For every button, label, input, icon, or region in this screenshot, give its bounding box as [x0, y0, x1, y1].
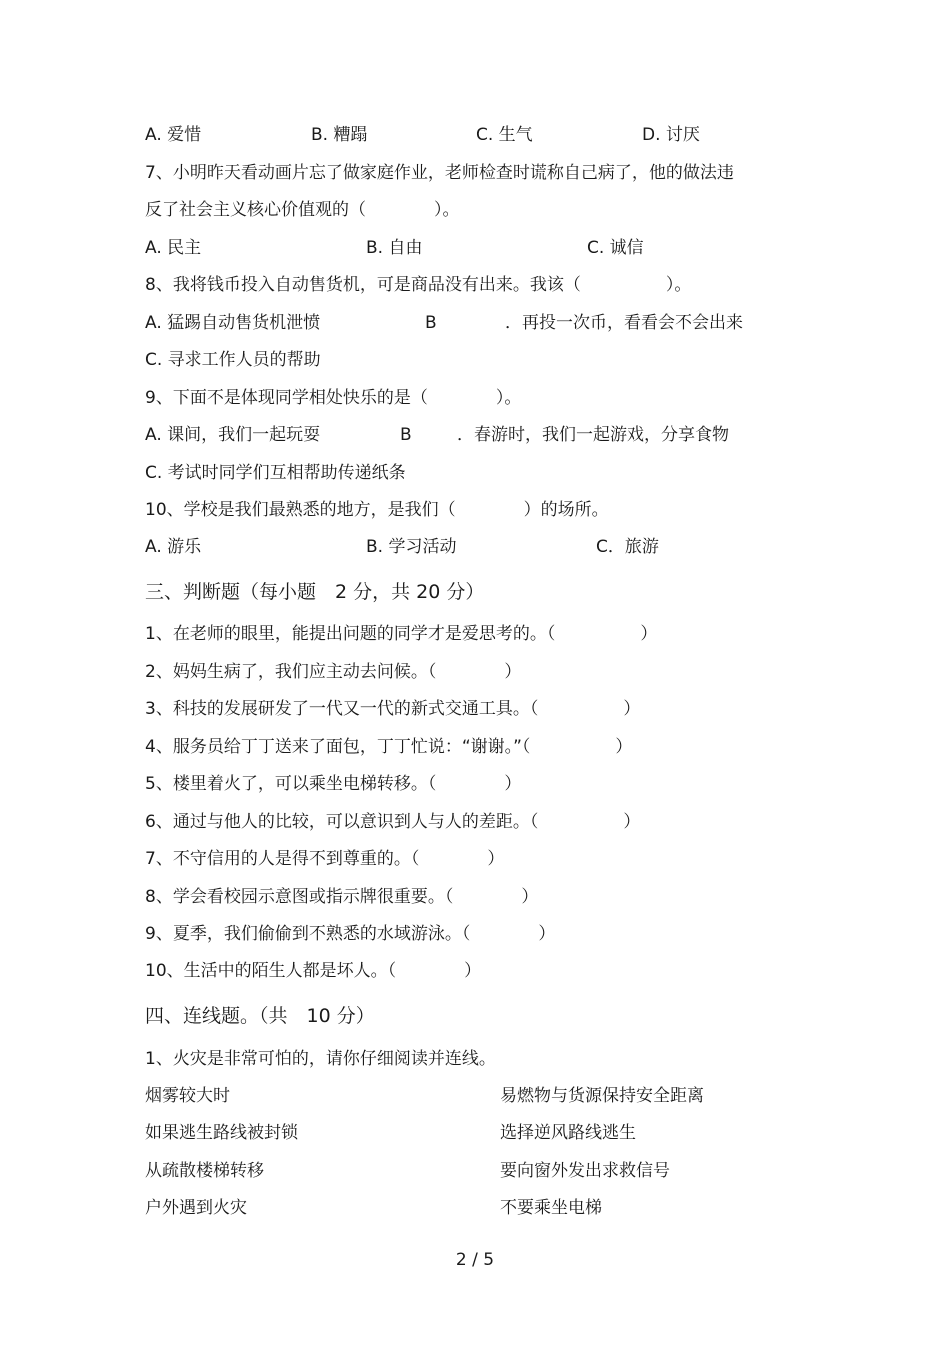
page-number: 2 / 5 [455, 1250, 495, 1270]
judge-item-8: 8、学会看校园示意图或指示牌很重要。（ ） [145, 887, 539, 907]
q7-stem-line1: 7、小明昨天看动画片忘了做家庭作业，老师检查时谎称自己病了，他的做法违 [145, 163, 734, 183]
q8-option-a: A. 猛踢自动售货机泄愤 [145, 313, 321, 333]
match-left-2: 如果逃生路线被封锁 [145, 1123, 298, 1143]
q10-option-c: C．旅游 [596, 537, 659, 557]
judge-item-1: 1、在老师的眼里，能提出问题的同学才是爱思考的。（ ） [145, 624, 658, 644]
judge-item-10: 10、生活中的陌生人都是坏人。（ ） [145, 961, 482, 981]
q10-option-a: A. 游乐 [145, 537, 202, 557]
q9-option-b-text: ．春游时，我们一起游戏，分享食物 [457, 425, 729, 445]
match-right-3: 要向窗外发出求救信号 [500, 1161, 670, 1181]
q6-option-a: A. 爱惜 [145, 125, 202, 145]
q8-option-c: C. 寻求工作人员的帮助 [145, 350, 321, 370]
q10-option-b: B. 学习活动 [366, 537, 457, 557]
q7-option-a: A. 民主 [145, 238, 202, 258]
q6-option-d: D. 讨厌 [642, 125, 700, 145]
q9-option-b-letter: B [400, 425, 412, 445]
match-left-3: 从疏散楼梯转移 [145, 1161, 264, 1181]
judge-item-7: 7、不守信用的人是得不到尊重的。（ ） [145, 849, 505, 869]
match-right-1: 易燃物与货源保持安全距离 [500, 1086, 704, 1106]
q8-option-b-text: ．再投一次币，看看会不会出来 [505, 313, 743, 333]
q8-option-b-letter: B [425, 313, 437, 333]
judge-item-6: 6、通过与他人的比较，可以意识到人与人的差距。（ ） [145, 812, 641, 832]
judge-item-4: 4、服务员给丁丁送来了面包，丁丁忙说：“谢谢。”（ ） [145, 737, 633, 757]
q7-option-c: C. 诚信 [587, 238, 644, 258]
judge-item-2: 2、妈妈生病了，我们应主动去问候。（ ） [145, 662, 522, 682]
q9-stem: 9、下面不是体现同学相处快乐的是（ ）。 [145, 388, 522, 408]
section3-title: 三、判断题（每小题 2 分，共 20 分） [145, 581, 485, 603]
match-left-4: 户外遇到火灾 [145, 1198, 247, 1218]
q7-option-b: B. 自由 [366, 238, 423, 258]
judge-item-9: 9、夏季，我们偷偷到不熟悉的水域游泳。（ ） [145, 924, 556, 944]
q9-option-a: A. 课间，我们一起玩耍 [145, 425, 321, 445]
q10-stem: 10、学校是我们最熟悉的地方，是我们（ ）的场所。 [145, 500, 609, 520]
judge-item-3: 3、科技的发展研发了一代又一代的新式交通工具。（ ） [145, 699, 641, 719]
match-left-1: 烟雾较大时 [145, 1086, 230, 1106]
match-question-1: 1、火灾是非常可怕的，请你仔细阅读并连线。 [145, 1049, 496, 1069]
judge-item-5: 5、楼里着火了，可以乘坐电梯转移。（ ） [145, 774, 522, 794]
q8-stem: 8、我将钱币投入自动售货机，可是商品没有出来。我该（ ）。 [145, 275, 692, 295]
q6-option-c: C. 生气 [476, 125, 533, 145]
q7-stem-line2: 反了社会主义核心价值观的（ ）。 [145, 200, 460, 220]
match-right-2: 选择逆风路线逃生 [500, 1123, 636, 1143]
section4-title: 四、连线题。（共 10 分） [145, 1005, 375, 1027]
q9-option-c: C. 考试时同学们互相帮助传递纸条 [145, 463, 406, 483]
match-right-4: 不要乘坐电梯 [500, 1198, 602, 1218]
q6-option-b: B. 糟蹋 [311, 125, 368, 145]
